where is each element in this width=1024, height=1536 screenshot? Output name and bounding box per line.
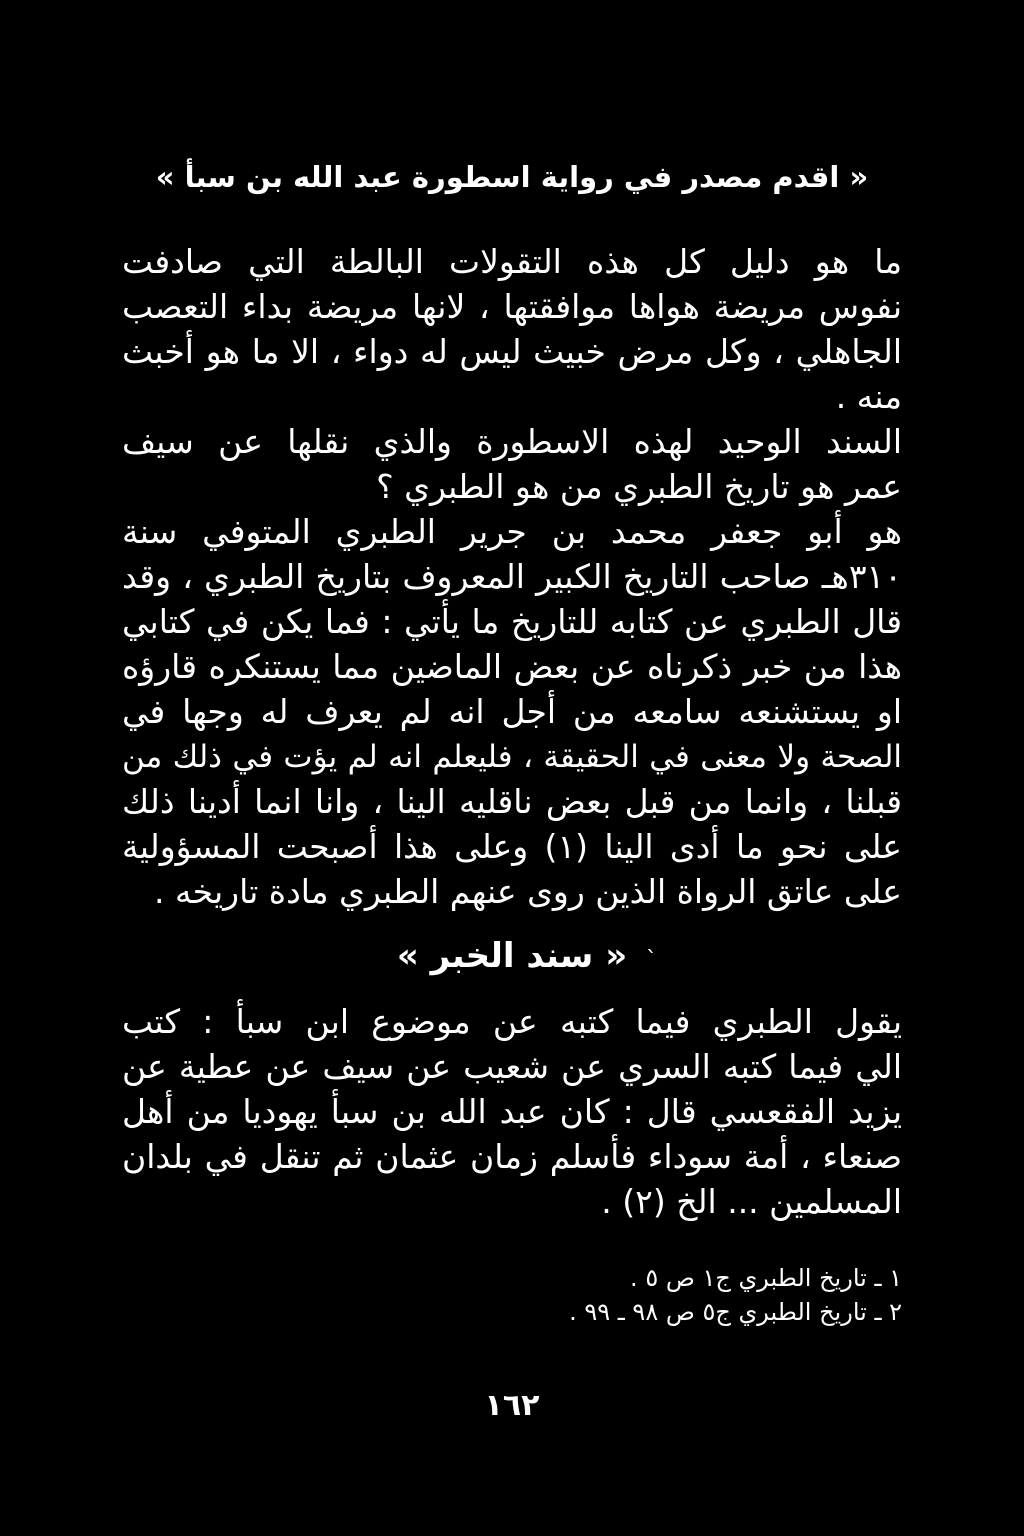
text-line: ٣١٠هـ صاحب التاريخ الكبير المعروف بتاريخ الطبري ، وقد (122, 557, 902, 596)
text-line: صنعاء ، أمة سوداء فأسلم زمان عثمان ثم تنقل في بلدان (122, 1137, 902, 1176)
text-line: ما هو دليل كل هذه التقولات البالطة التي صادفت (122, 242, 902, 281)
text-line: الصحة ولا معنى في الحقيقة ، فليعلم انه لم يؤت في ذلك من (122, 739, 902, 775)
text-line: الجاهلي ، وكل مرض خبيث ليس له دواء ، الا ما هو أخبث (122, 332, 902, 371)
footnote: ١ ـ تاريخ الطبري ج١ ص ٥ . (630, 1264, 902, 1292)
text-line: او يستشنعه سامعه من أجل انه لم يعرف له وجها في (122, 692, 902, 731)
text-line: الي فيما كتبه السري عن شعيب عن سيف عن عطية عن (122, 1047, 902, 1086)
chapter-heading: « اقدم مصدر في رواية اسطورة عبد الله بن سبأ » (155, 160, 869, 194)
text-line: يقول الطبري فيما كتبه عن موضوع ابن سبأ : كتب (122, 1002, 902, 1041)
text-line: عمر هو تاريخ الطبري من هو الطبري ؟ (376, 467, 902, 506)
text-line: السند الوحيد لهذه الاسطورة والذي نقلها عن سيف (122, 422, 902, 461)
text-line: على عاتق الرواة الذين روى عنهم الطبري مادة تاريخه . (153, 872, 902, 911)
section-heading: « سند الخبر » (396, 936, 628, 976)
text-line: يزيد الفقعسي قال : كان عبد الله بن سبأ يهوديا من أهل (122, 1092, 902, 1131)
text-line: قبلنا ، وانما من قبل بعض ناقليه الينا ، وانا انما أدينا ذلك (122, 782, 902, 821)
text-line: هذا من خبر ذكرناه عن بعض الماضين مما يستنكره قارؤه (122, 647, 902, 686)
text-line: قال الطبري عن كتابه للتاريخ ما يأتي : فما يكن في كتابي (122, 602, 902, 641)
text-line: منه . (835, 377, 902, 416)
footnote: ٢ ـ تاريخ الطبري ج٥ ص ٩٨ ـ ٩٩ . (569, 1298, 902, 1326)
stray-mark: ` (646, 948, 657, 973)
text-line: نفوس مريضة هواها موافقتها ، لانها مريضة بداء التعصب (122, 287, 902, 326)
text-line: على نحو ما أدى الينا (١) وعلى هذا أصبحت المسؤولية (122, 827, 902, 866)
text-line: المسلمين ... الخ (٢) . (601, 1182, 902, 1221)
text-line: هو أبو جعفر محمد بن جرير الطبري المتوفي سنة (122, 512, 902, 551)
page-number: ١٦٢ (484, 1388, 540, 1423)
